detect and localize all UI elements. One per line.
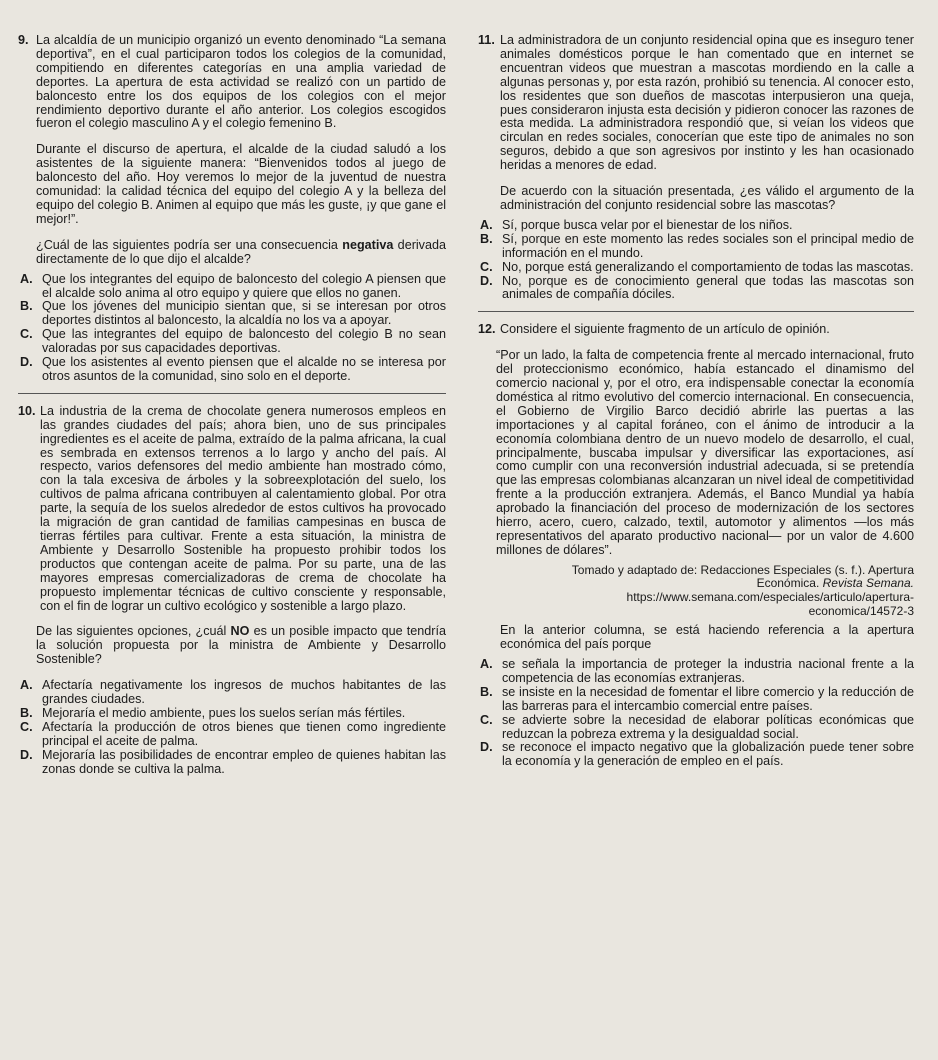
question-paragraph: Durante el discurso de apertura, el alcalde de la ciudad saludó a los asistentes de la siguiente manera: “Bienvenidos todos al juego de baloncesto del año. Hoy veremos lo mejor de la juventud de nuestra comunidad: la calidad técnica del equipo del colegio A y la belleza del equipo del colegio B. Animen al equipo que más les guste, ¡y que gane el mejor!”. bbox=[36, 142, 446, 226]
option-text: No, porque es de conocimiento general que todas las mascotas son animales de compañía dóciles. bbox=[502, 273, 914, 302]
divider bbox=[478, 311, 914, 312]
option-letter: A. bbox=[20, 678, 33, 693]
source-citation: Tomado y adaptado de: Redacciones Especiales (s. f.). Apertura Económica. Revista Semana. https://www.semana.com/especiales/articulo/apertura- economica/14572-3 bbox=[478, 564, 914, 618]
option-b[interactable] bbox=[478, 233, 914, 261]
option-a[interactable] bbox=[478, 219, 914, 233]
question-paragraph: La alcaldía de un municipio organizó un evento denominado “La semana deportiva”, en el cual participaron todos los colegios de la comunidad, compitiendo en diferentes categorías en una amplia variedad de deportes. La apertura de esta actividad se realizó con un partido de baloncesto entre los dos equipos de los colegios con el mejor rendimiento deportivo durante el año anterior. Los colegios escogidos fueron el colegio masculino A y el colegio femenino B. bbox=[36, 33, 446, 131]
option-letter: D. bbox=[480, 740, 493, 755]
option-letter: B. bbox=[480, 231, 493, 246]
option-a[interactable] bbox=[478, 658, 914, 686]
option-letter: B. bbox=[480, 684, 493, 699]
option-text: Que los integrantes del equipo de baloncesto del colegio A piensen que el alcalde solo anima al otro equipo y quiere que ellos no ganen. bbox=[42, 271, 446, 300]
option-text: Sí, porque busca velar por el bienestar de los niños. bbox=[502, 217, 793, 232]
option-text: se reconoce el impacto negativo que la globalización puede tener sobre la economía y la generación de empleo en el país. bbox=[502, 740, 914, 769]
option-c[interactable] bbox=[18, 328, 446, 356]
divider bbox=[18, 393, 446, 394]
option-c[interactable] bbox=[18, 721, 446, 749]
option-b[interactable] bbox=[18, 707, 446, 721]
question-number: 9. bbox=[18, 33, 29, 47]
option-letter: A. bbox=[480, 217, 493, 232]
question-9 bbox=[18, 34, 446, 131]
option-text: Sí, porque en este momento las redes sociales son el principal medio de información en el mundo. bbox=[502, 231, 914, 260]
question-prompt: De las siguientes opciones, ¿cuál NO es un posible impacto que tendría la solución propuesta por la ministra de Ambiente y Desarrollo Sostenible? bbox=[36, 624, 447, 667]
quoted-fragment: “Por un lado, la falta de competencia frente al mercado internacional, fruto del proteccionismo económico, había estancado el dinamismo del comercio nacional y, por el otro, era indispensable conectar la economía doméstica al ritmo evolutivo del comercio internacional. En consecuencia, el Gobierno de Virgilio Barco decidió abrirle las puertas a las importaciones y al capital foráneo, con el ánimo de introducir a la economía colombiana dentro de un nuevo modelo de desarrollo, el cual, principalmente, buscaba impulsar y diversificar las exportaciones, así como cumplir con una reconversión industrial adecuada, si se pretendía que las empresas colombianas alcanzaran un nivel ideal de competitividad frente a la producción extranjera. Además, el Banco Mundial ya había aprobado la financiación del proceso de modernización de los sectores hierro, acero, cuero, calzado, textil, automotor y alimentos —los más representativos del aparato productivo nacional— por un valor de 4.600 millones de dólares”. bbox=[496, 348, 914, 557]
question-prompt: ¿Cuál de las siguientes podría ser una consecuencia negativa derivada directamente de lo que dijo el alcalde? bbox=[36, 237, 446, 266]
option-letter: B. bbox=[20, 299, 33, 314]
option-text: Mejoraría el medio ambiente, pues los suelos serían más fértiles. bbox=[42, 705, 406, 720]
left-column bbox=[18, 34, 446, 777]
option-letter: C. bbox=[20, 719, 33, 734]
option-c[interactable] bbox=[478, 261, 914, 275]
option-letter: D. bbox=[20, 747, 33, 762]
option-text: Que las integrantes del equipo de baloncesto del colegio B no sean valoradas por sus capacidades deportivas. bbox=[42, 327, 446, 356]
question-prompt: De acuerdo con la situación presentada, ¿es válido el argumento de la administración del conjunto residencial sobre las mascotas? bbox=[500, 184, 914, 212]
option-text: Afectaría la producción de otros bienes que tienen como ingrediente principal el aceite de palma. bbox=[42, 719, 446, 748]
option-text: se advierte sobre la necesidad de elaborar políticas económicas que reduzcan la pobreza extrema y la desigualdad social. bbox=[502, 712, 914, 741]
option-letter: A. bbox=[480, 657, 493, 671]
option-letter: C. bbox=[20, 327, 33, 342]
option-d[interactable] bbox=[478, 275, 914, 303]
source-link[interactable]: https://www.semana.com/especiales/articulo/apertura- bbox=[626, 590, 914, 604]
right-column bbox=[478, 34, 914, 769]
option-a[interactable] bbox=[18, 679, 446, 707]
option-letter: D. bbox=[20, 355, 33, 370]
option-text: No, porque está generalizando el comportamiento de todas las mascotas. bbox=[502, 259, 914, 274]
question-number: 10. bbox=[18, 403, 36, 418]
question-number: 11. bbox=[478, 33, 495, 47]
question-paragraph: La industria de la crema de chocolate genera numerosos empleos en las grandes ciudades del país; ahora bien, uno de sus principales ingredientes es el aceite de palma, extraído de la palma africana, la cual es sembrada en extensos terrenos a lo largo y ancho del país. Al respecto, varios defensores del medio ambiente han mostrado cómo, con la tala excesiva de árboles y la sobreexplotación del suelo, los cultivos de palma africana contribuyen al calentamiento global. Por otra parte, la sequía de los suelos alrededor de estos cultivos ha provocado la migración de gran cantidad de familias campesinas en busca de tierras fértiles para cultivar. Frente a esta situación, la ministra de Ambiente y Desarrollo Sostenible ha propuesto prohibir todos los productos que contengan aceite de palma. Por su parte, una de las mayores empresas comercializadoras de crema de chocolate ha propuesto implementar técnicas de cultivo consciente y responsable, con el fin de lograr un cultivo ecológico y sostenible a largo plazo. bbox=[40, 403, 446, 613]
question-paragraph: La administradora de un conjunto residencial opina que es inseguro tener animales domésticos porque le han comentado que en internet se encuentran videos que muestran a mascotas mordiendo en la calle a algunas personas y, por esta razón, prohibió su tenencia. Al conocer esto, los residentes que son dueños de mascotas interpusieron una queja, pues consideraron injusta esta decisión y pidieron conocer las razones de esta medida. La administradora respondió que, si veían los videos que circulan en redes sociales, conocerían que este tipo de animales no son seguros, debido a que son agresivos por instinto y les han ocasionado heridas a menores de edad. bbox=[500, 33, 914, 173]
option-text: Mejoraría las posibilidades de encontrar empleo de quienes habitan las zonas donde se cultiva la palma. bbox=[42, 747, 446, 776]
option-d[interactable] bbox=[478, 741, 914, 769]
option-b[interactable] bbox=[18, 300, 446, 328]
question-10 bbox=[18, 405, 446, 614]
option-text: se insiste en la necesidad de fomentar el libre comercio y la reducción de las barreras para el intercambio comercial entre países. bbox=[502, 684, 914, 713]
question-number: 12. bbox=[478, 322, 496, 337]
option-letter: A. bbox=[20, 271, 33, 286]
option-text: Que los jóvenes del municipio sientan que, si se interesan por otros deportes distintos al baloncesto, la alcaldía no los va a apoyar. bbox=[42, 299, 446, 328]
option-letter: C. bbox=[480, 259, 493, 274]
option-letter: D. bbox=[480, 273, 493, 288]
option-letter: B. bbox=[20, 705, 33, 720]
option-c[interactable] bbox=[478, 714, 914, 742]
question-12 bbox=[478, 323, 914, 337]
question-11 bbox=[478, 34, 914, 173]
option-text: Que los asistentes al evento piensen que el alcalde no se interesa por otros asuntos de la comunidad, sino solo en el deporte. bbox=[42, 355, 446, 383]
option-b[interactable] bbox=[478, 686, 914, 714]
option-a[interactable] bbox=[18, 273, 446, 301]
option-text: Afectaría negativamente los ingresos de muchos habitantes de las grandes ciudades. bbox=[42, 678, 446, 707]
question-intro: Considere el siguiente fragmento de un artículo de opinión. bbox=[500, 322, 830, 337]
option-d[interactable] bbox=[18, 749, 446, 777]
option-letter: C. bbox=[480, 712, 493, 727]
question-prompt: En la anterior columna, se está haciendo referencia a la apertura económica del país porque bbox=[500, 623, 914, 652]
option-text: se señala la importancia de proteger la industria nacional frente a la competencia de las economías extranjeras. bbox=[502, 657, 914, 685]
option-d[interactable] bbox=[18, 356, 446, 384]
